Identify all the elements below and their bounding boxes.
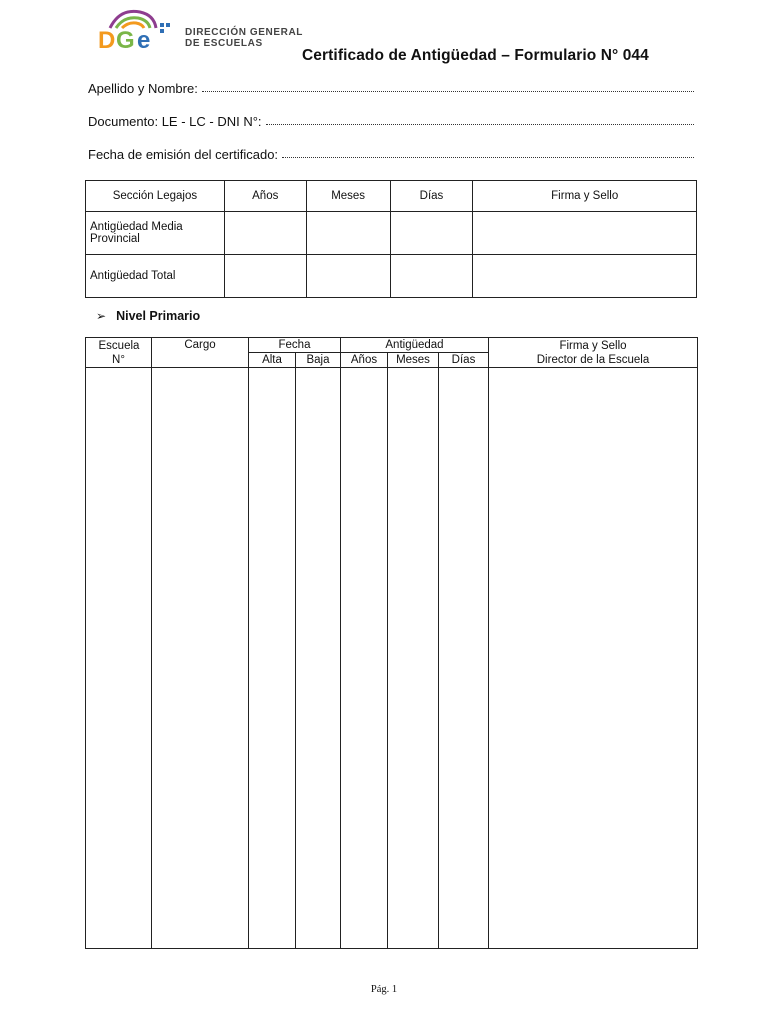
blank-cell [473,255,697,298]
issue-date-blank-line [282,157,694,158]
arrow-bullet-icon: ➢ [96,309,107,323]
svg-text:G: G [116,27,135,52]
blank-cell [473,212,697,255]
blank-cell [390,255,473,298]
primary-level-table [85,337,698,949]
row-label-media-provincial: Antigüedad Media Provincial [86,212,225,255]
col-header-dias: Días [439,353,489,368]
col-header-firma [489,338,698,368]
svg-text:e: e [137,27,151,52]
col-group-fecha: Fecha [249,338,341,353]
firma-line-1: Firma y Sello [559,339,627,352]
blank-cell [306,212,390,255]
dge-logo [96,6,180,52]
blank-cell [249,368,296,949]
summary-header-seccion: Sección Legajos [86,181,225,212]
blank-cell [439,368,489,949]
blank-cell [388,368,439,949]
org-line-2: DE ESCUELAS [185,38,263,49]
org-line-1: DIRECCIÓN GENERAL [185,27,303,38]
col-header-anios: Años [341,353,388,368]
name-blank-line [202,91,694,92]
blank-cell [86,368,152,949]
document-title: Certificado de Antigüedad – Formulario N° 044 [302,47,649,64]
summary-header-anios: Años [224,181,306,212]
summary-header-dias: Días [390,181,473,212]
summary-header-firma: Firma y Sello [473,181,697,212]
blank-cell [341,368,388,949]
section-heading [96,309,200,323]
col-header-alta: Alta [249,353,296,368]
organization-name [185,27,303,49]
escuela-label: Escuela N° [98,339,140,366]
document-label: Documento: LE - LC - DNI N°: [88,114,262,129]
issue-date-field [88,144,694,162]
table-row [86,255,697,298]
section-title: Nivel Primario [116,309,201,323]
document-blank-line [266,124,694,125]
col-header-baja: Baja [296,353,341,368]
document-field [88,111,694,129]
col-header-meses: Meses [388,353,439,368]
summary-table [85,180,697,298]
blank-cell [390,212,473,255]
blank-cell [224,255,306,298]
name-label: Apellido y Nombre: [88,81,198,96]
issue-date-label: Fecha de emisión del certificado: [88,147,279,162]
blank-cell [489,368,698,949]
blank-cell [306,255,390,298]
col-header-cargo: Cargo [152,338,249,368]
firma-line-2: Director de la Escuela [536,353,650,366]
svg-text:D: D [98,27,116,52]
page-number: Pág. 1 [370,984,398,995]
col-header-escuela [86,338,152,368]
col-group-antiguedad: Antigüedad [341,338,489,353]
name-field [88,78,694,96]
row-label-total: Antigüedad Total [86,255,225,298]
table-row [86,212,697,255]
blank-cell [224,212,306,255]
table-row [86,368,698,949]
summary-header-meses: Meses [306,181,390,212]
blank-cell [152,368,249,949]
blank-cell [296,368,341,949]
